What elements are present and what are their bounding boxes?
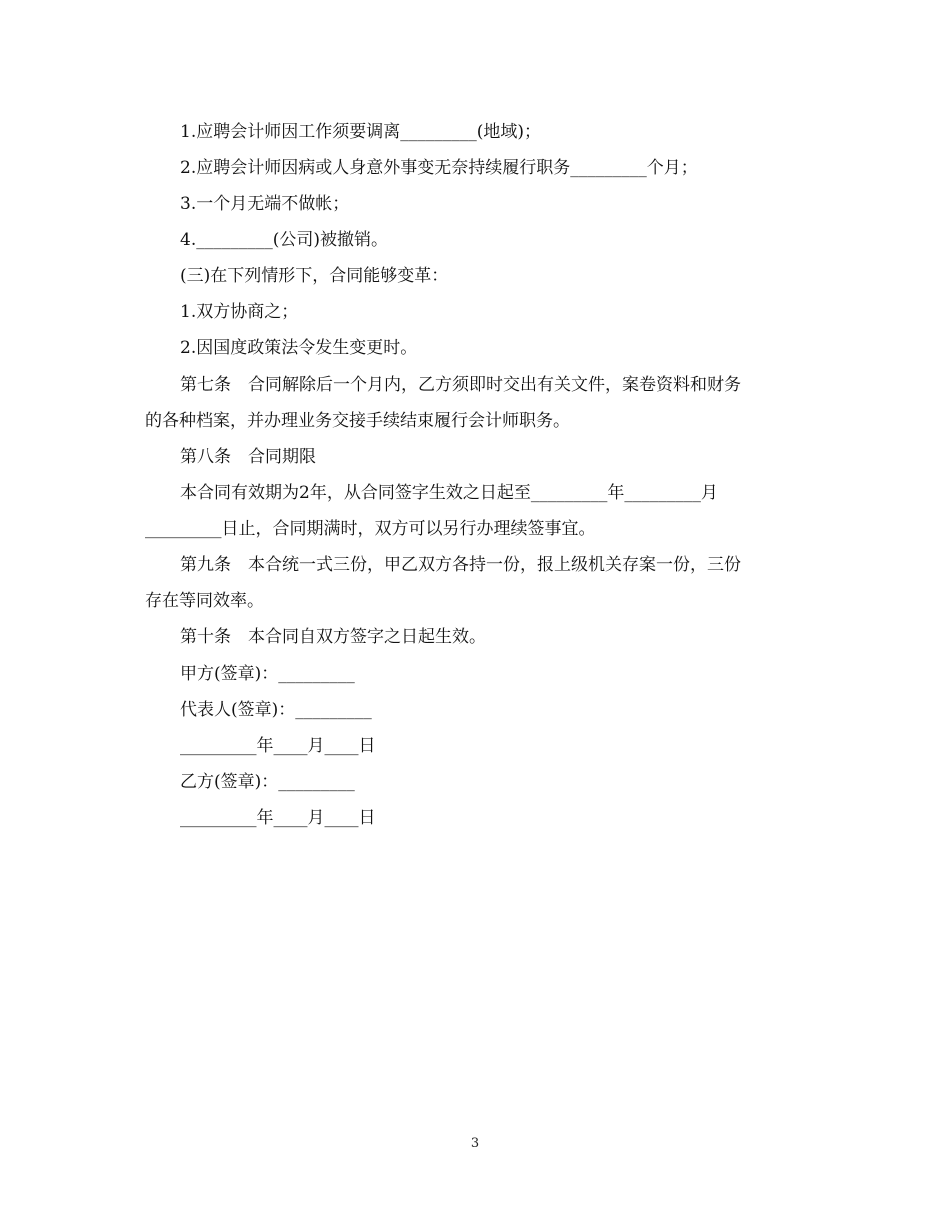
article-9-line-1: 第九条 本合统一式三份，甲乙双方各持一份，报上级机关存案一份，三份 — [180, 555, 741, 575]
party-b-signature: 乙方(签章)：_________ — [180, 772, 355, 792]
article-8-heading: 第八条 合同期限 — [180, 447, 316, 467]
clause-item-4: 4._________(公司)被撤销。 — [180, 230, 388, 250]
party-a-date: _________年____月____日 — [180, 736, 376, 756]
article-8-line-1: 本合同有效期为2年，从合同签字生效之日起至_________年_________月 — [180, 483, 718, 503]
clause-item-3: 3.一个月无端不做帐； — [180, 194, 350, 214]
article-8-line-2: _________日止，合同期满时，双方可以另行办理续签事宜。 — [145, 519, 596, 539]
party-b-date: _________年____月____日 — [180, 808, 376, 828]
representative-signature: 代表人(签章)：_________ — [180, 700, 372, 720]
article-7-line-1: 第七条 合同解除后一个月内，乙方须即时交出有关文件，案卷资料和财务 — [180, 375, 741, 395]
clause-item-1: 1.应聘会计师因工作须要调离_________(地域)； — [180, 122, 541, 142]
section-heading-3: (三)在下列情形下，合同能够变革： — [180, 266, 449, 286]
page-number: 3 — [470, 1136, 480, 1151]
article-7-line-2: 的各种档案，并办理业务交接手续结束履行会计师职务。 — [145, 411, 570, 431]
change-item-1: 1.双方协商之； — [180, 302, 299, 322]
article-10: 第十条 本合同自双方签字之日起生效。 — [180, 627, 486, 647]
clause-item-2: 2.应聘会计师因病或人身意外事变无奈持续履行职务_________个月； — [180, 158, 698, 178]
article-9-line-2: 存在等同效率。 — [145, 591, 264, 611]
party-a-signature: 甲方(签章)：_________ — [180, 664, 355, 684]
change-item-2: 2.因国度政策法令发生变更时。 — [180, 338, 418, 358]
